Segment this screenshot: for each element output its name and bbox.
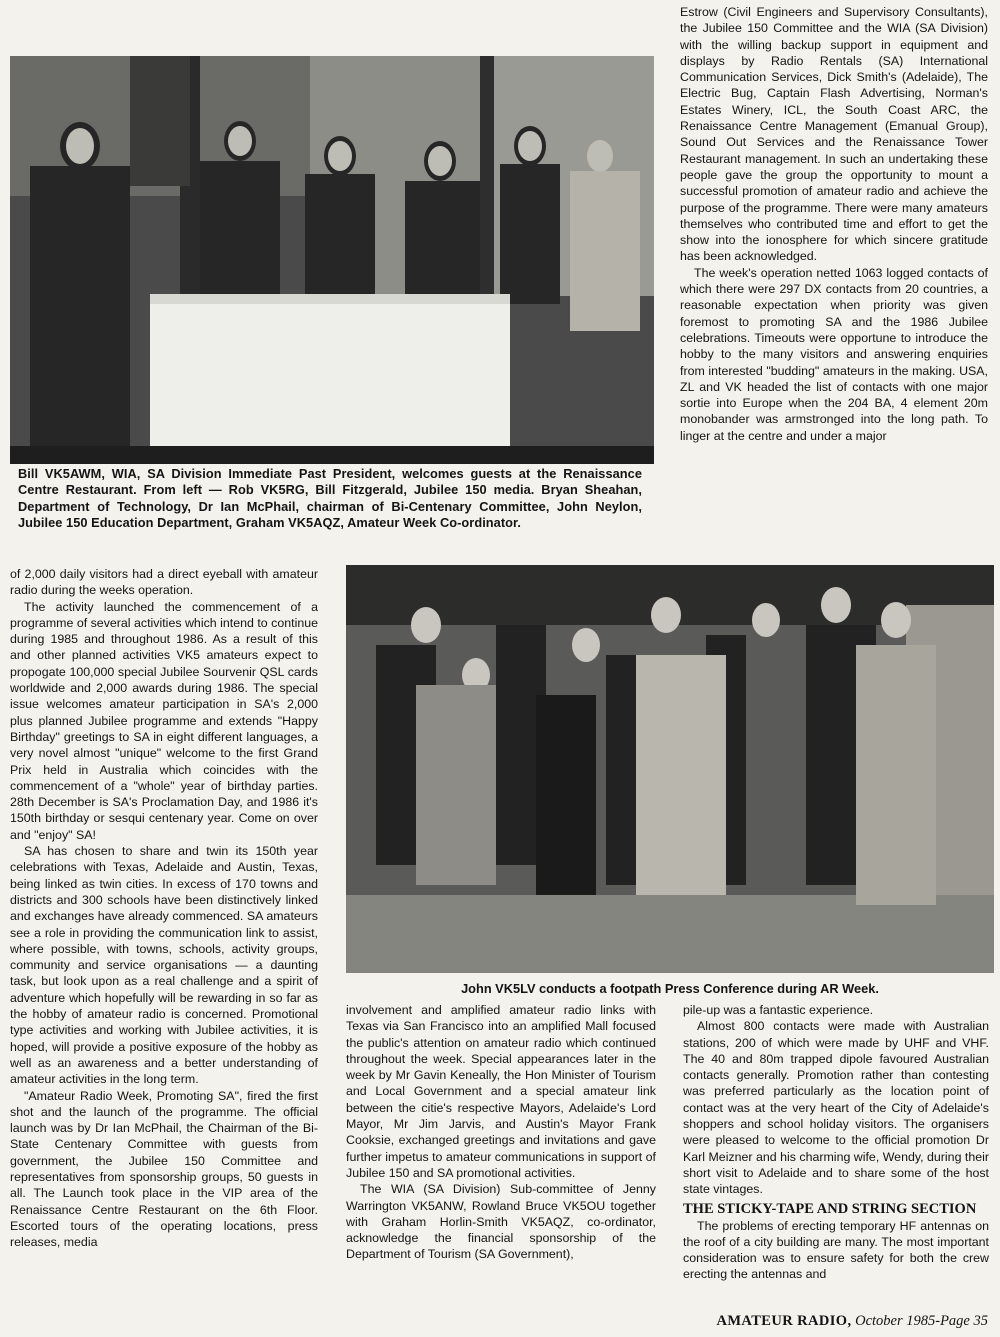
press-conference-photo-image — [346, 565, 994, 973]
magazine-name: AMATEUR RADIO, — [716, 1313, 852, 1329]
launch-photo-image — [10, 56, 654, 464]
press-conference-photo — [346, 565, 994, 973]
paragraph: The problems of erecting temporary HF antennas on the roof of a city building are many. The most important consideration was to ensure safety for both the crew erecting the antennas and — [683, 1218, 989, 1282]
paragraph: "Amateur Radio Week, Promoting SA", fired the first shot and the launch of the programme. The official launch was by Dr Ian McPhail, the Chairman of the Bi-State Centenary Committee with guests from government, the Jubilee 150 Committee and representatives from sponsorship groups, 50 guests in all. The Launch took place in the VIP area of the Renaissance Centre Restaurant on the 6th Floor. Escorted tours of the operating locations, press releases, media — [10, 1088, 318, 1250]
article-column-left — [10, 566, 318, 1250]
launch-photo-caption: Bill VK5AWM, WIA, SA Division Immediate Past President, welcomes guests at the Renaissance Centre Restaurant. From left — Rob VK5RG, Bill Fitzgerald, Jubilee 150 media. Bryan Sheahan, Department of Technology, Dr Ian McPhail, chairman of Bi-Centenary Committee, John Neylon, Jubilee 150 Education Department, Graham VK5AQZ, Amateur Week Co-ordinator. — [18, 466, 642, 531]
paragraph: The week's operation netted 1063 logged contacts of which there were 297 DX contacts from 20 countries, a reasonable expectation when priority was given foremost to promoting SA and the 1986 Jubilee celebrations. Timeouts were opportune to introduce the hobby to the many visitors and answering enquiries from interested "budding" amateurs in the making. USA, ZL and VK headed the list of contacts with one major sortie into Europe when the 204 BA, 4 element 20m monobander was armstronged into the long path. To linger at the centre and under a major — [680, 265, 988, 443]
article-column-middle — [346, 1002, 656, 1263]
page-footer — [716, 1313, 988, 1330]
paragraph: involvement and amplified amateur radio links with Texas via San Francisco into an amplified Mall focused the public's attention on amateur radio which continued throughout the week. Special appearances later in the week by Mr Gavin Keneally, the Hon Minister of Tourism and Local Government and a special amateur link between the citie's respective Mayors, Adelaide's Lord Mayor, Mr Jim Jarvis, and Austin's Mayor Frank Cooksie, exchanged greetings and invitations and gave further impetus to amateur communications in support of Jubilee 150 and SA promotional activities. — [346, 1003, 656, 1180]
press-conference-caption: John VK5LV conducts a footpath Press Conference during AR Week. — [461, 981, 879, 996]
paragraph: of 2,000 daily visitors had a direct eyeball with amateur radio during the weeks operation. — [10, 567, 318, 598]
paragraph: Estrow (Civil Engineers and Supervisory Consultants), the Jubilee 150 Committee and the WIA (SA Division) with the willing backup support in equipment and displays by Radio Rentals (SA) International Communication Services, Dick Smith's (Adelaide), The Electric Bug, Captain Flash Advertising, Norman's Estates Winery, ICL, the South Coast ARC, the Renaissance Centre Management (Emanual Group), Sound Out Services and the Renaissance Tower Restaurant management. In such an undertaking these people gave the group the opportunity to mount a successful promotion of amateur radio and achieve the purpose of the programme. There were many amateurs themselves who contributed time and effort to get the show into the ionosphere for which sincere gratitude has been acknowledged. — [680, 5, 988, 264]
launch-photo — [10, 56, 654, 464]
article-column-right — [683, 1002, 989, 1283]
article-column-top-right — [680, 4, 988, 444]
paragraph: The WIA (SA Division) Sub-committee of Jenny Warrington VK5ANW, Rowland Bruce VK5OU together with Graham Horlin-Smith VK5AQZ, co-ordinator, acknowledge the financial sponsorship of the Department of Tourism (SA Government), — [346, 1182, 656, 1262]
section-heading: THE STICKY-TAPE AND STRING SECTION — [683, 1200, 977, 1217]
paragraph: The activity launched the commencement of a programme of several activities which intend to continue during 1985 and throughout 1986. As a result of this and other planned activities VK5 amateurs expect to propogate 100,000 special Jubilee Sourvenir QSL cards worldwide and 2,000 awards during 1986. The special issue welcomes amateur participation in SA's 2,000 plus planned Jubilee programme and extends "Happy Birthday" greetings to SA in eight different languages, a very novel almost "unique" welcome to the first Grand Prix held in Australia which coincides with the commencement of a "whole" year of birthday parties. 28th December is SA's Proclamation Day, and 1986 it's 150th birthday or sesqui centenary year. Come on over and "enjoy" SA! — [10, 599, 318, 842]
paragraph: SA has chosen to share and twin its 150th year celebrations with Texas, Adelaide and Austin, Texas, being linked as twin cities. In excess of 170 towns and districts and 300 schools have been distinctively linked and exchanges have already commenced. SA amateurs see a role in providing the communication link to assist, where possible, with towns, schools, activity groups, community and service organisations — a daunting task, but look upon as a real challenge and a spirit of adventure which hopefully will be rewarding in so far as the hobby of amateur radio is concerned. Promotional type activities and working with Jubilee activities, it is hoped, will provide a positive exposure of the hobby as well as an awareness and a better understanding of amateur activities in the long term. — [10, 844, 318, 1087]
paragraph: pile-up was a fantastic experience. — [683, 1003, 874, 1017]
issue-page: October 1985-Page 35 — [851, 1313, 988, 1329]
paragraph: Almost 800 contacts were made with Australian stations, 200 of which were made by UHF and VHF. The 40 and 80m trapped dipole favoured Australian contacts generally. Promotion rather than contesting was preferred particularly as the location point of contact was at the very heart of the City of Adelaide's shoppers and school holiday visitors. The organisers were pleased to welcome to the official promotion Dr Karl Meizner and his charming wife, Wendy, during their short visit to Adelaide and to share some of the host state vintages. — [683, 1019, 990, 1197]
